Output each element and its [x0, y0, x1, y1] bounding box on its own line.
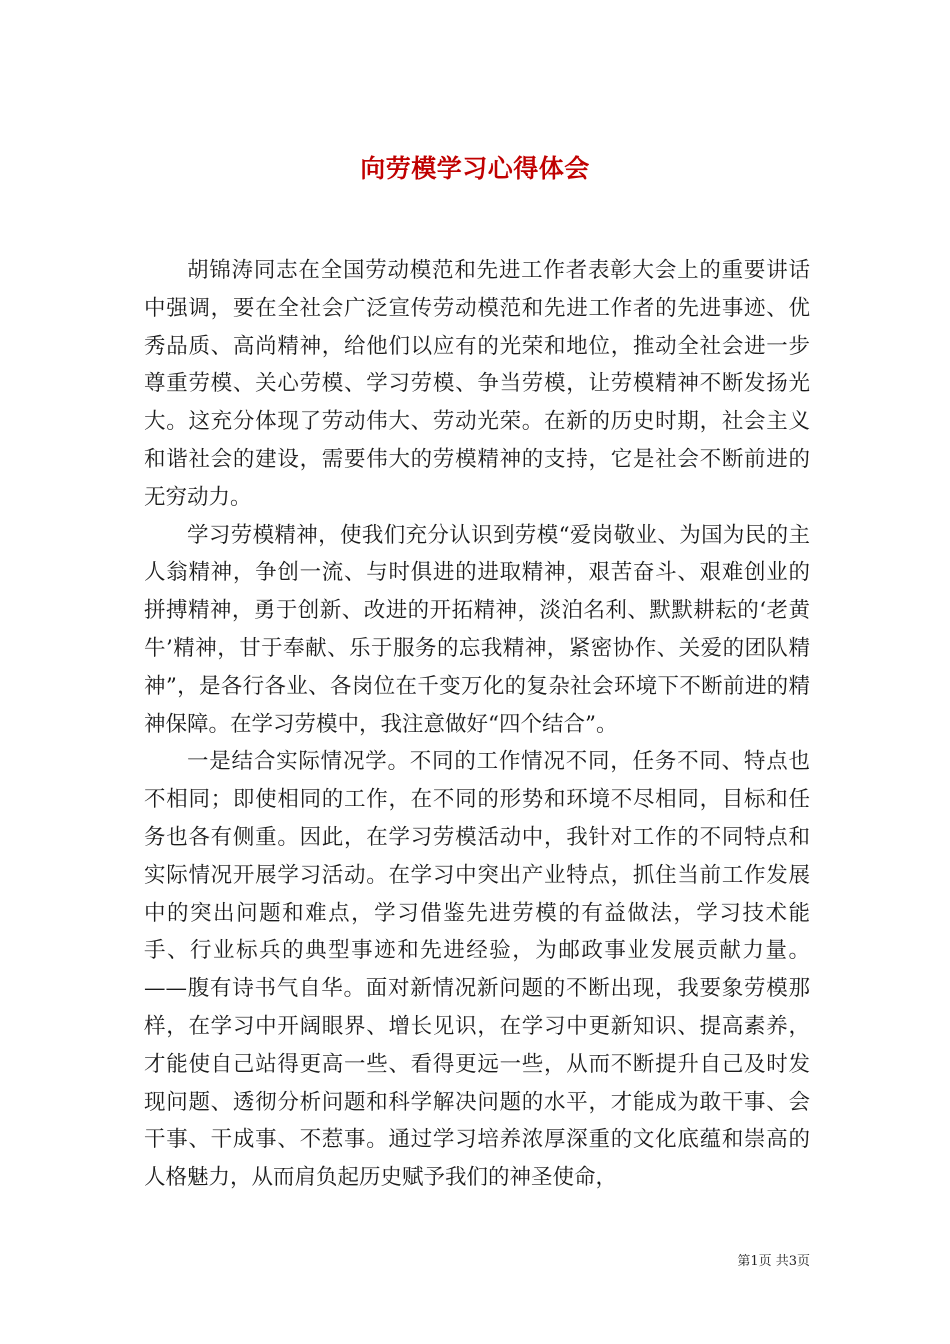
- page-number: 第1页 共3页: [737, 1254, 810, 1269]
- document-body: [144, 252, 810, 1197]
- page-title: 向劳模学习心得体会: [360, 153, 590, 183]
- paragraph: 学习劳模精神，使我们充分认识到劳模“爱岗敬业、为国为民的主人翁精神，争创一流、与时俱进的进取精神，艰苦奋斗、艰难创业的拼搏精神，勇于创新、改进的开拓精神，淡泊名利、默默耕耘的‘老黄牛’精神，甘于奉献、乐于服务的忘我精神，紧密协作、关爱的团队精神”，是各行各业、各岗位在千变万化的复杂社会环境下不断前进的精神保障。在学习劳模中，我注意做好“四个结合”。: [144, 522, 810, 737]
- paragraph: 胡锦涛同志在全国劳动模范和先进工作者表彰大会上的重要讲话中强调，要在全社会广泛宣传劳动模范和先进工作者的先进事迹、优秀品质、高尚精神，给他们以应有的光荣和地位，推动全社会进一步尊重劳模、关心劳模、学习劳模、争当劳模，让劳模精神不断发扬光大。这充分体现了劳动伟大、劳动光荣。在新的历史时期，社会主义和谐社会的建设，需要伟大的劳模精神的支持，它是社会不断前进的无穷动力。: [144, 258, 810, 510]
- paragraph: 一是结合实际情况学。不同的工作情况不同，任务不同、特点也不相同；即使相同的工作，在不同的形势和环境不尽相同，目标和任务也各有侧重。因此，在学习劳模活动中，我针对工作的不同特点和实际情况开展学习活动。在学习中突出产业特点，抓住当前工作发展中的突出问题和难点，学习借鉴先进劳模的有益做法，学习技术能手、行业标兵的典型事迹和先进经验，为邮政事业发展贡献力量。——腹有诗书气自华。面对新情况新问题的不断出现，我要象劳模那样，在学习中开阔眼界、增长见识，在学习中更新知识、提高素养，才能使自己站得更高一些、看得更远一些，从而不断提升自己及时发现问题、透彻分析问题和科学解决问题的水平，才能成为敢干事、会干事、干成事、不惹事。通过学习培养浓厚深重的文化底蕴和崇高的人格魅力，从而肩负起历史赋予我们的神圣使命，: [144, 749, 810, 1191]
